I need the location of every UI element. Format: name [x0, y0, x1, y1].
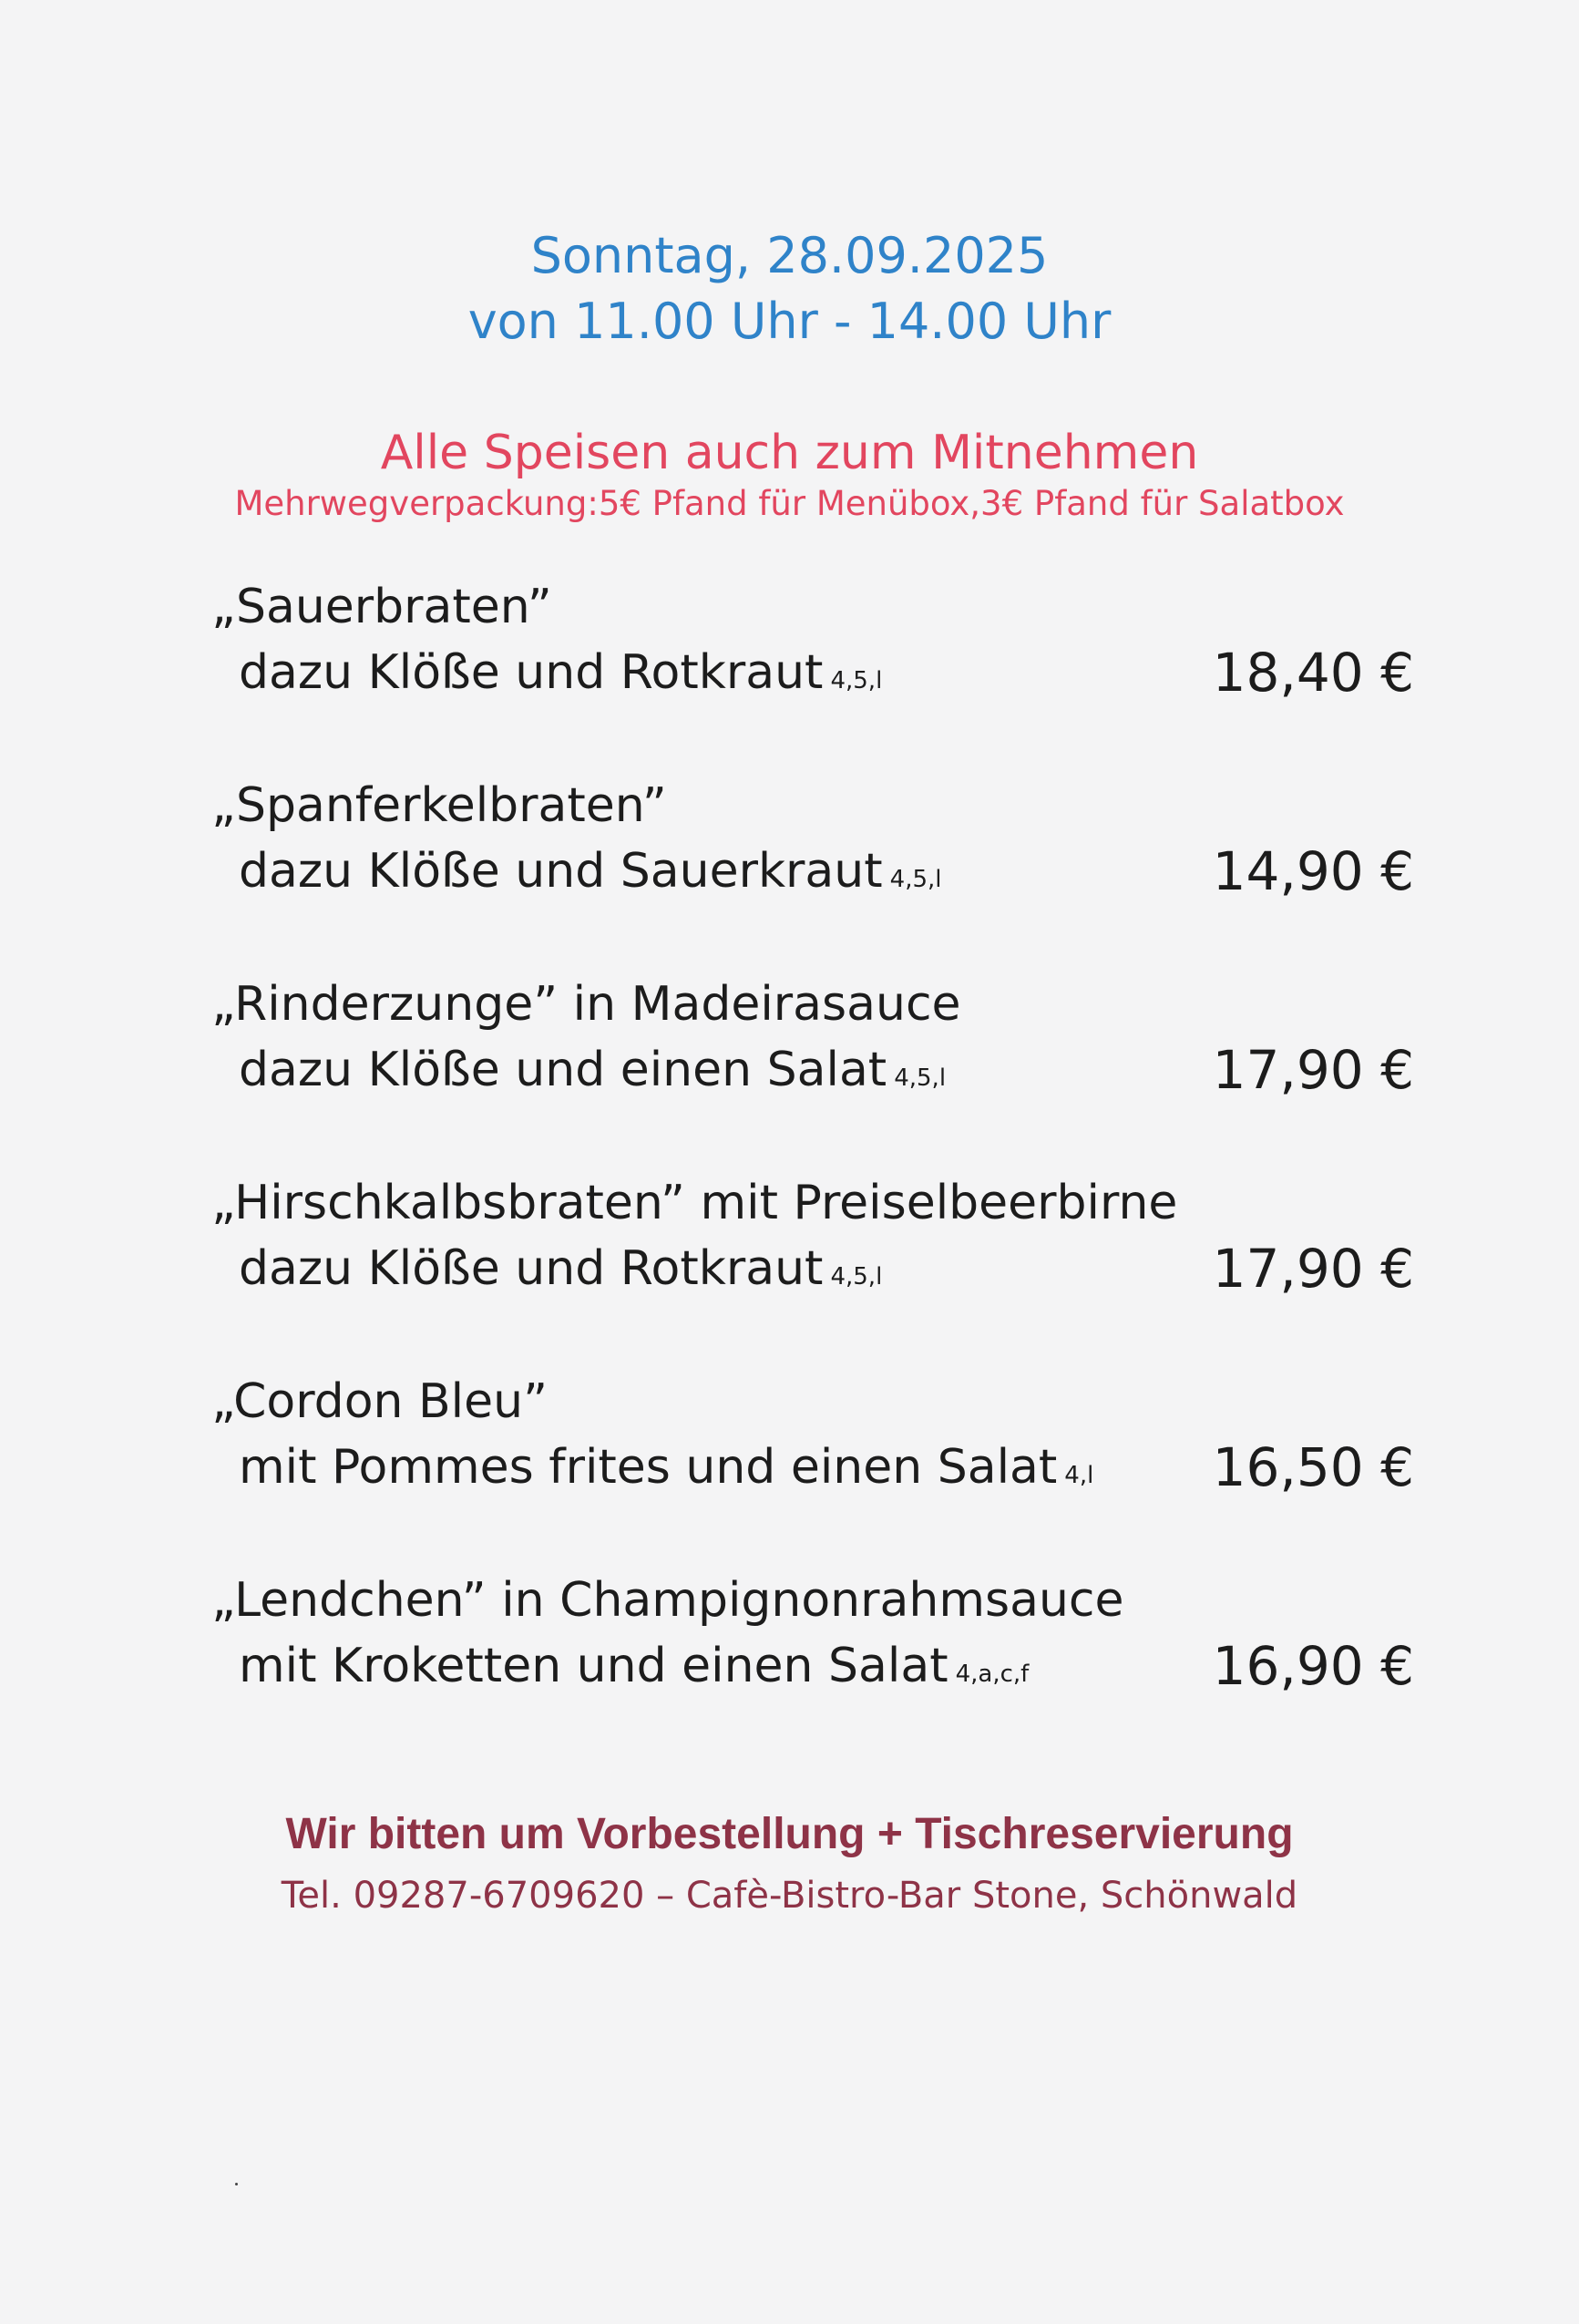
reservation-request: Wir bitten um Vorbestellung + Tischreservierung: [285, 1810, 1294, 1858]
contact-line: Tel. 09287-6709620 – Cafè-Bistro-Bar Stone, Schönwald: [281, 1875, 1298, 1917]
dish-price: 17,90 €: [1212, 1039, 1414, 1101]
dish-price: 17,90 €: [1212, 1238, 1414, 1300]
allergen-codes: 4,l: [1064, 1462, 1094, 1489]
event-time: von 11.00 Uhr - 14.00 Uhr: [467, 293, 1112, 350]
dish-description: [239, 1435, 1093, 1508]
dish-name: „Cordon Bleu”: [211, 1374, 549, 1429]
dish-name: „Spanferkelbraten”: [211, 778, 667, 833]
dish-price: 14,90 €: [1212, 840, 1414, 902]
takeaway-title: Alle Speisen auch zum Mitnehmen: [380, 426, 1199, 480]
dish-name: „Rinderzunge” in Madeirasauce: [211, 977, 961, 1032]
dish-description: [239, 838, 942, 912]
dish-price: 18,40 €: [1212, 642, 1414, 704]
dish-name: „Lendchen” in Champignonrahmsauce: [211, 1573, 1124, 1628]
dish-name: „Hirschkalbsbraten” mit Preiselbeerbirne: [211, 1176, 1178, 1230]
menu-item: [211, 574, 1414, 773]
allergen-codes: 4,a,c,f: [955, 1661, 1030, 1688]
menu-item: [211, 1170, 1414, 1369]
dish-side: mit Kroketten und einen Salat: [239, 1639, 948, 1693]
dish-side: dazu Klöße und einen Salat: [239, 1043, 887, 1097]
dish-price: 16,50 €: [1212, 1436, 1414, 1498]
dish-side: dazu Klöße und Sauerkraut: [239, 844, 883, 899]
allergen-codes: 4,5,l: [889, 866, 942, 893]
allergen-codes: 4,5,l: [830, 667, 883, 694]
dish-description: [239, 1037, 946, 1111]
menu-item: [211, 773, 1414, 972]
menu-item: [211, 1369, 1414, 1568]
dish-side: mit Pommes frites und einen Salat: [239, 1440, 1058, 1495]
packaging-note: Mehrwegverpackung:5€ Pfand für Menübox,3€ Pfand für Salatbox: [234, 484, 1345, 523]
allergen-codes: 4,5,l: [830, 1263, 883, 1291]
dish-price: 16,90 €: [1212, 1635, 1414, 1697]
allergen-codes: 4,5,l: [894, 1064, 947, 1092]
menu-list: [211, 574, 1414, 1766]
event-header: [0, 223, 1579, 355]
menu-item: [211, 972, 1414, 1170]
menu-item: [211, 1568, 1414, 1766]
dish-description: [239, 1633, 1029, 1707]
dish-side: dazu Klöße und Rotkraut: [239, 1241, 824, 1296]
takeaway-notice: [0, 421, 1579, 527]
dish-description: [239, 1236, 882, 1310]
reservation-footer: [0, 1805, 1579, 1923]
paper-speck: [235, 2183, 238, 2185]
event-date: Sonntag, 28.09.2025: [530, 227, 1049, 284]
dish-description: [239, 640, 882, 714]
dish-side: dazu Klöße und Rotkraut: [239, 645, 824, 700]
dish-name: „Sauerbraten”: [211, 580, 552, 634]
